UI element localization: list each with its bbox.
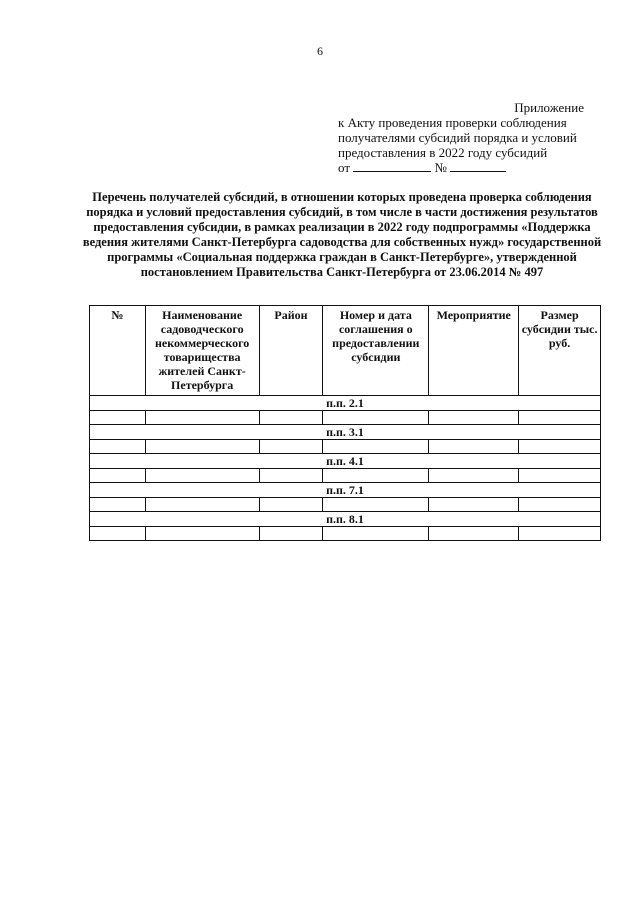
appendix-line-2: получателями субсидий порядка и условий — [338, 130, 577, 145]
table-row — [90, 469, 601, 483]
section-row — [90, 512, 601, 527]
section-label: п.п. 3.1 — [90, 425, 601, 440]
table-row — [90, 498, 601, 512]
col-header-district: Район — [259, 306, 323, 396]
col-header-agreement: Номер и дата соглашения о предоставлении субсидии — [323, 306, 429, 396]
col-header-activity: Мероприятие — [429, 306, 519, 396]
date-blank — [353, 160, 431, 172]
appendix-line-3: предоставления в 2022 году субсидий — [338, 145, 548, 160]
section-row — [90, 396, 601, 411]
section-label: п.п. 4.1 — [90, 454, 601, 469]
appendix-title: Приложение — [514, 100, 584, 115]
table-header-row — [90, 306, 601, 396]
number-blank — [450, 160, 506, 172]
col-header-amount: Размер субсидии тыс. руб. — [519, 306, 601, 396]
section-label: п.п. 8.1 — [90, 512, 601, 527]
number-sign: № — [434, 160, 447, 175]
section-label: п.п. 7.1 — [90, 483, 601, 498]
appendix-date-line — [338, 160, 608, 175]
section-row — [90, 483, 601, 498]
recipients-table — [89, 305, 601, 541]
appendix-block — [338, 100, 608, 175]
section-label: п.п. 2.1 — [90, 396, 601, 411]
page-number: 6 — [317, 44, 323, 58]
section-row — [90, 425, 601, 440]
table-row — [90, 440, 601, 454]
date-prefix: от — [338, 160, 351, 175]
table-row — [90, 527, 601, 541]
table-row — [90, 411, 601, 425]
col-header-name: Наименование садоводческого некоммерческого товарищества жителей Санкт-Петербурга — [145, 306, 259, 396]
section-row — [90, 454, 601, 469]
appendix-line-1: к Акту проведения проверки соблюдения — [338, 115, 567, 130]
col-header-number: № — [90, 306, 146, 396]
document-heading: Перечень получателей субсидий, в отношении которых проведена проверка соблюдения порядка и условий предоставления субсидий, в том числе в части достижения результатов предоставления субсидии, в рамках реализации в 2022 году подпрограммы «Поддержка ведения жителями Санкт-Петербурга садоводства для собственных нужд» государственной программы «Социальная поддержка граждан в Санкт-Петербурге», утвержденной постановлением Правительства Санкт-Петербурга от 23.06.2014 № 497 — [82, 190, 602, 279]
